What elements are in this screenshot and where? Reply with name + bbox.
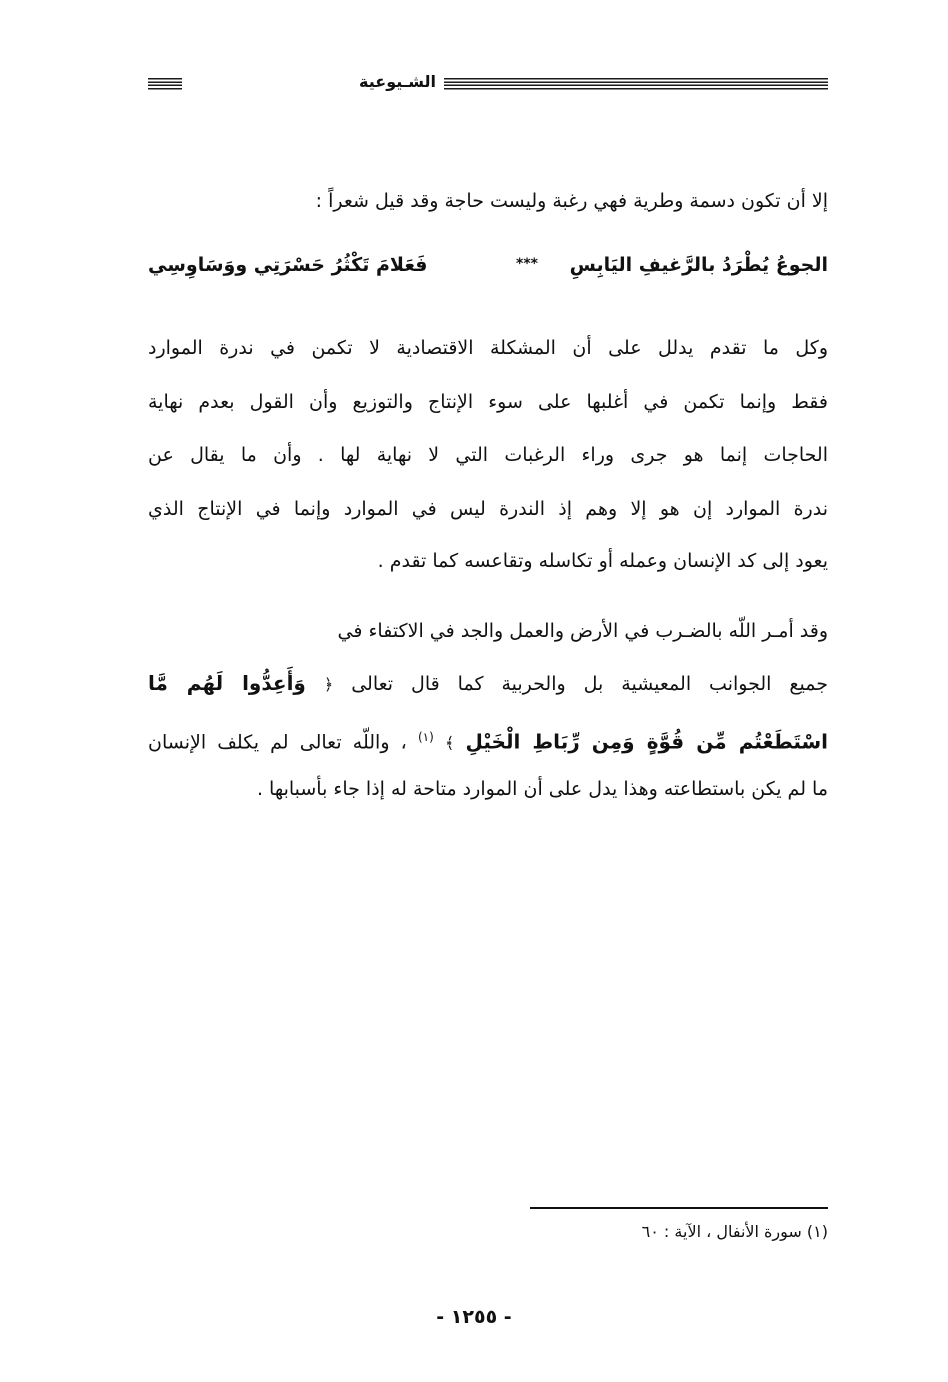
- paragraph2-line3-tail: ، واللّه تعالى لم يكلف الإنسان: [148, 731, 407, 754]
- paragraph1-line-4: ندرة الموارد إن هو إلا وهم إذ الندرة ليس في الموارد وإنما في الإنتاج الذي: [148, 498, 828, 520]
- quran-brace-open: ﴿: [323, 675, 334, 694]
- quran-verse-part1: وَأَعِدُّوا لَهُم مَّا: [148, 671, 306, 695]
- running-header: [148, 74, 828, 96]
- quran-brace-close: ﴾: [444, 733, 455, 753]
- paragraph1-line-1: وكل ما تقدم يدلل على أن المشكلة الاقتصادية لا تكمن في ندرة الموارد: [148, 337, 828, 359]
- verse-left-hemistich: فَعَلامَ تَكْثُرُ حَسْرَتِي ووَسَاوِسِي: [148, 254, 428, 276]
- paragraph1-line-2: فقط وإنما تكمن في أغلبها على سوء الإنتاج والتوزيع وأن القول بعدم نهاية: [148, 391, 828, 413]
- poem-verse: [148, 254, 828, 286]
- header-rule-long: [444, 78, 828, 91]
- header-rule-short: [148, 78, 182, 91]
- page-number: - ١٢٥٥ -: [436, 1306, 512, 1328]
- paragraph2-line-1: وقد أمـر اللّه بالضـرب في الأرض والعمل والجد في الاكتفاء في: [337, 620, 828, 642]
- intro-line: إلا أن تكون دسمة وطرية فهي رغبة وليست حاجة وقد قيل شعراً :: [315, 190, 828, 212]
- paragraph2-line2-text: جميع الجوانب المعيشية بل والحربية كما قال تعالى: [351, 673, 828, 695]
- paragraph2-line-2: [148, 668, 828, 700]
- paragraph2-line-3: [148, 722, 828, 758]
- footnote-1: (١) سورة الأنفال ، الآية : ٦٠: [641, 1222, 828, 1241]
- verse-right-hemistich: الجوعُ يُطْرَدُ بالرَّغيفِ اليَابِسِ: [569, 254, 828, 276]
- paragraph1-line-3: الحاجات إنما هو جرى وراء الرغبات التي لا نهاية لها . وأن ما يقال عن: [148, 444, 828, 466]
- paragraph1-line-5: يعود إلى كد الإنسان وعمله أو تكاسله وتقاعسه كما تقدم .: [377, 550, 828, 572]
- header-title: الشـيوعية: [359, 72, 436, 91]
- verse-separator: ***: [516, 256, 538, 272]
- quran-verse-part2: اسْتَطَعْتُم مِّن قُوَّةٍ وَمِن رِّبَاطِ الْخَيْلِ: [465, 729, 829, 754]
- footnote-reference: (١): [417, 730, 434, 744]
- paragraph2-line-4: ما لم يكن باستطاعته وهذا يدل على أن الموارد متاحة له إذا جاء بأسبابها .: [256, 778, 828, 800]
- footnote-divider: [530, 1207, 828, 1209]
